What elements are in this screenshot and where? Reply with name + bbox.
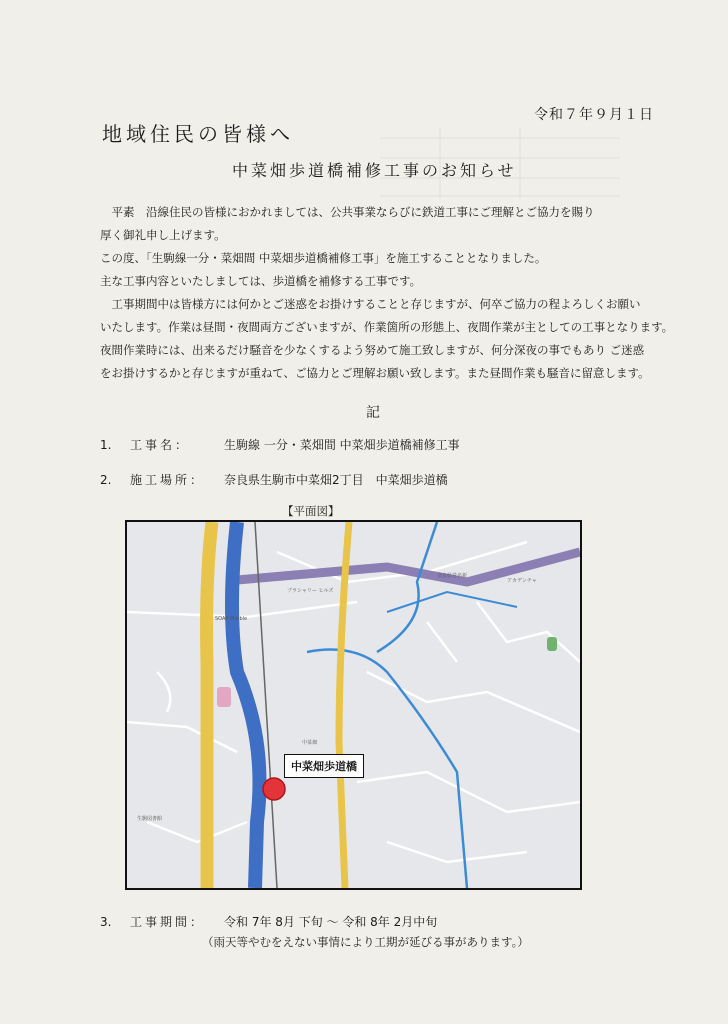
- map-label: アカデンチャ: [507, 578, 537, 584]
- item-work-period: [100, 913, 437, 930]
- item-value: 生駒線 一分・菜畑間 中菜畑歩道橋補修工事: [224, 438, 460, 452]
- map-label: 生駒図書館: [137, 816, 163, 822]
- item-location: [100, 471, 448, 488]
- item-number: 3.: [100, 915, 112, 929]
- site-location-marker: [263, 778, 285, 800]
- map-label: プラシャリー ヒルズ: [287, 588, 334, 594]
- map-label: 奈良県営名新: [437, 573, 468, 579]
- notice-body: [100, 201, 674, 385]
- period-note: （雨天等やむをえない事情により工期が延びる事があります。）: [202, 935, 529, 949]
- body-line: この度、「生駒線一分・菜畑間 中菜畑歩道橋補修工事」を施工することとなりました。: [100, 251, 547, 265]
- body-line: 主な工事内容といたしましては、歩道橋を補修する工事です。: [100, 274, 422, 288]
- notice-title: 中菜畑歩道橋補修工事のお知らせ: [232, 161, 517, 180]
- item-number: 2.: [100, 473, 112, 487]
- item-work-name: [100, 436, 460, 453]
- site-map: [125, 520, 582, 890]
- item-value: 奈良県生駒市中菜畑2丁目 中菜畑歩道橋: [224, 473, 448, 487]
- body-line: 平素 沿線住民の皆様におかれましては、公共事業ならびに鉄道工事にご理解とご協力を賜り: [100, 205, 595, 219]
- body-line: 工事期間中は皆様方には何かとご迷惑をお掛けすることと存じますが、何卒ご協力の程よろしくお願い: [100, 297, 641, 311]
- item-label: 工事期間：: [130, 915, 206, 929]
- item-label: 施工場所：: [130, 473, 206, 487]
- body-line: 夜間作業時には、出来るだけ騒音を少なくするよう努めて施工致しますが、何分深夜の事でもあり ご迷惑: [100, 343, 645, 357]
- body-line: いたします。作業は昼間・夜間両方ございますが、作業箇所の形態上、夜間作業が主としての工事となります。: [100, 320, 674, 334]
- item-label: 工事名：: [130, 438, 191, 452]
- map-caption: 【平面図】: [282, 504, 340, 518]
- map-label: SOAP Marble: [215, 616, 248, 622]
- body-line: をお掛けするかと存じますが重ねて、ご協力とご理解お願い致します。また昼間作業も騒音に留意します。: [100, 366, 650, 380]
- map-label: 中菜畑: [302, 740, 318, 746]
- addressee-heading: 地域住民の皆様へ: [102, 122, 294, 146]
- notice-date: 令和７年９月１日: [534, 107, 654, 123]
- site-callout-label: 中菜畑歩道橋: [284, 754, 364, 778]
- item-value: 令和 7年 8月 下旬 〜 令和 8年 2月中旬: [224, 915, 438, 929]
- ki-heading: 記: [366, 405, 380, 421]
- item-number: 1.: [100, 438, 112, 452]
- body-line: 厚く御礼申し上げます。: [100, 228, 226, 242]
